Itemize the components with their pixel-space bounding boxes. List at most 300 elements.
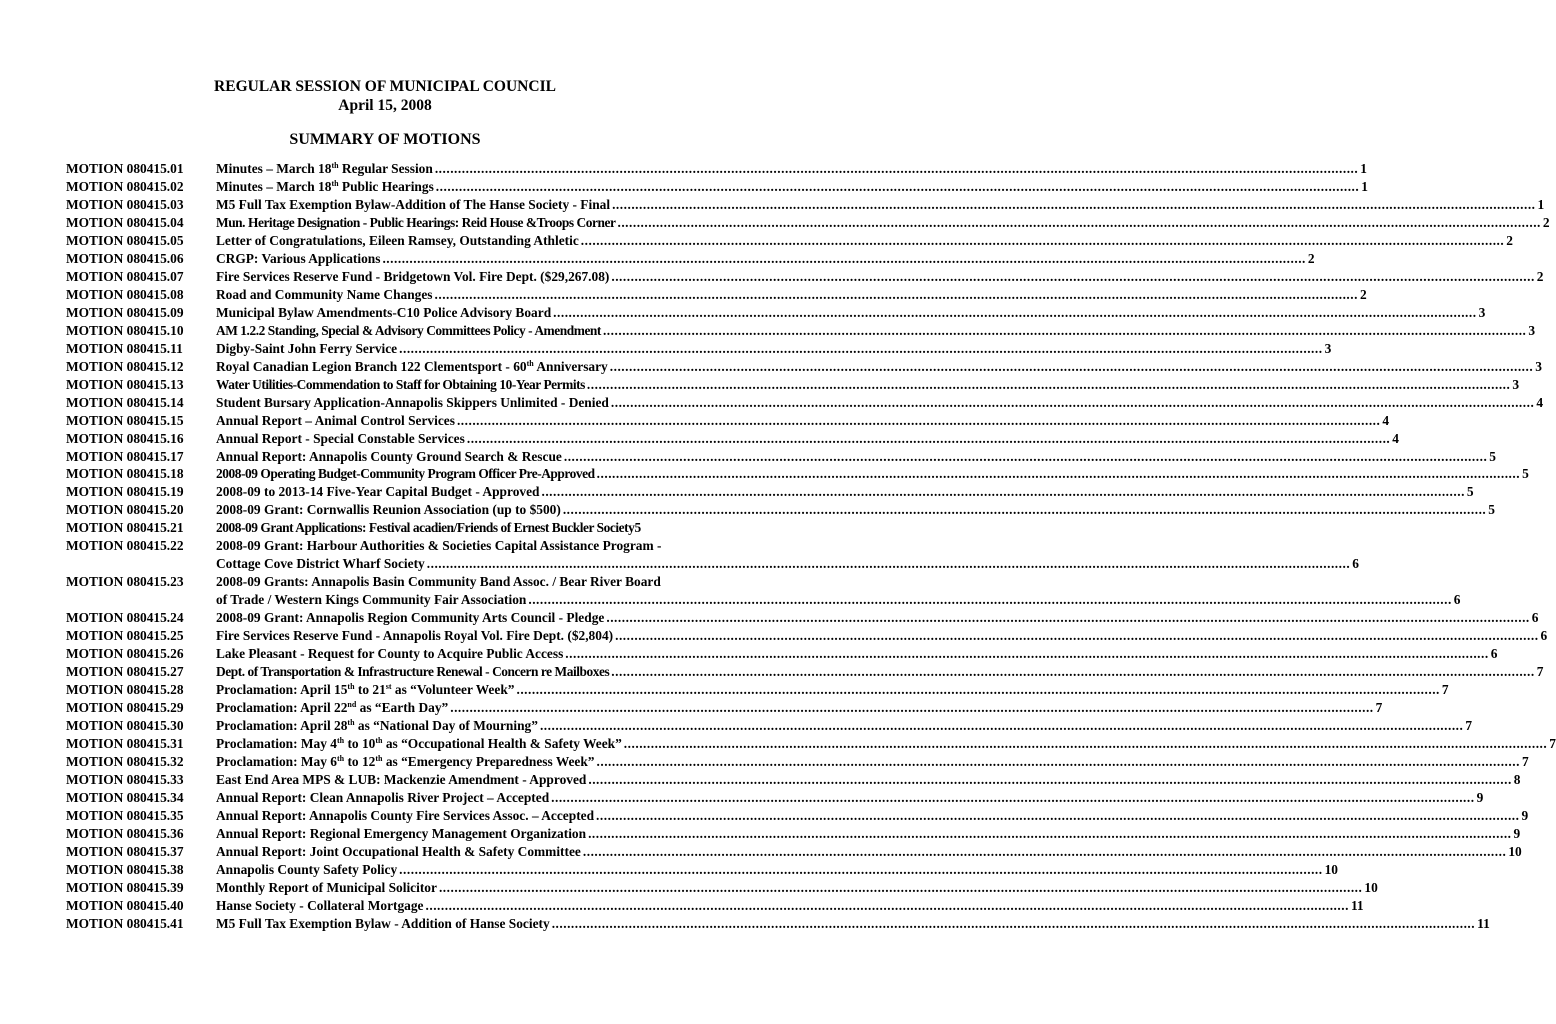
motion-number: MOTION 080415.28 [66, 682, 184, 698]
motion-entry [216, 771, 1521, 789]
motion-title [216, 465, 595, 483]
motion-entry [216, 825, 1521, 843]
motion-entry [216, 322, 1535, 340]
motion-row [66, 573, 1461, 609]
motion-title [216, 232, 579, 250]
motion-title-text: Dept. of Transportation & Infrastructure Renewal - Concern re Mailboxes [216, 664, 610, 680]
motion-number: MOTION 080415.38 [66, 861, 184, 877]
page-number: 7 [1549, 736, 1556, 751]
motion-row [66, 663, 1543, 681]
motion-number: MOTION 080415.04 [66, 214, 184, 230]
motion-row [66, 376, 1519, 394]
motion-title [216, 448, 562, 466]
motion-title [216, 286, 433, 304]
motion-row [66, 915, 1490, 933]
page-number: 8 [1513, 771, 1521, 787]
motion-title-text: Annapolis County Safety Policy [216, 861, 398, 877]
ordinal-suffix: th [331, 161, 339, 170]
page-number: 5 [1488, 502, 1495, 518]
motion-number: MOTION 080415.41 [66, 915, 184, 931]
motion-number: MOTION 080415.06 [66, 250, 184, 266]
motion-title [216, 879, 437, 897]
page-number: 2 [1536, 268, 1544, 284]
motion-title-text: as “Emergency Preparedness Week” [382, 753, 595, 769]
motion-title-text: Digby-Saint John Ferry Service [216, 340, 398, 356]
motion-row [66, 250, 1315, 268]
motion-title-text: Annual Report: Annapolis County Fire Services Assoc. – Accepted [216, 807, 595, 823]
motion-title [216, 735, 622, 753]
motion-title-text: Regular Session [338, 161, 433, 176]
motion-entry [216, 268, 1544, 286]
page-number: 4 [1536, 394, 1544, 410]
motion-title [216, 268, 609, 286]
dot-leader: ................................................................................................................................................................................................................................................ [450, 700, 1374, 716]
motion-title-text: Annual Report: Regional Emergency Management Organization [216, 825, 587, 841]
motion-title [216, 699, 448, 717]
motion-title-text: Letter of Congratulations, Eileen Ramsey, Outstanding Athletic [216, 232, 579, 248]
motion-number: MOTION 080415.23 [66, 574, 184, 590]
motion-number: MOTION 080415.01 [66, 161, 184, 176]
page-number: 9 [1476, 789, 1484, 805]
motion-number: MOTION 080415.26 [66, 646, 184, 662]
motion-row [66, 843, 1522, 861]
motion-row [66, 286, 1367, 304]
motion-title-text: Cottage Cove District Wharf Society [216, 556, 425, 572]
motion-title [216, 519, 634, 537]
page-number: 10 [1364, 879, 1378, 895]
page-number: 7 [1536, 664, 1543, 680]
motion-title [216, 591, 526, 609]
motion-entry [216, 304, 1486, 322]
dot-leader: ................................................................................................................................................................................................................................................ [588, 825, 1512, 841]
motion-title-text: Municipal Bylaw Amendments-C10 Police Advisory Board [216, 304, 552, 320]
dot-leader: ................................................................................................................................................................................................................................................ [563, 448, 1488, 464]
dot-leader: ................................................................................................................................................................................................................................................ [610, 394, 1535, 410]
page-number: 7 [1375, 700, 1383, 716]
motion-title-text: as “National Day of Mourning” [354, 718, 538, 734]
motion-title-text: Royal Canadian Legion Branch 122 Clementsport - 60 [216, 358, 527, 374]
motion-title [216, 807, 594, 825]
page-number: 3 [1528, 322, 1535, 338]
motion-number: MOTION 080415.37 [66, 843, 184, 859]
page-number: 2 [1359, 286, 1367, 302]
motion-title [216, 717, 538, 735]
ordinal-suffix: th [347, 682, 355, 692]
motion-row [66, 897, 1364, 915]
motion-entry [216, 232, 1513, 250]
motion-number: MOTION 080415.08 [66, 286, 184, 302]
dot-leader: ................................................................................................................................................................................................................................................ [565, 646, 1489, 662]
motion-row [66, 861, 1338, 879]
dot-leader: ................................................................................................................................................................................................................................................ [596, 753, 1520, 769]
motion-title-text: Water Utilities-Commendation to Staff for Obtaining 10-Year Permits [216, 376, 585, 392]
motion-entry [216, 897, 1364, 915]
motion-title-text: Proclamation: April 15 [216, 682, 348, 698]
motion-entry [216, 394, 1544, 412]
motion-row [66, 483, 1474, 501]
motion-entry [216, 483, 1474, 501]
dot-leader: ................................................................................................................................................................................................................................................ [551, 915, 1476, 931]
page-number: 5 [1522, 466, 1529, 482]
dot-leader: ................................................................................................................................................................................................................................................ [609, 358, 1534, 374]
motion-entry [216, 663, 1543, 681]
motion-number: MOTION 080415.33 [66, 771, 184, 787]
ordinal-suffix: th [375, 753, 383, 763]
motion-title-text: Proclamation: May 6 [216, 753, 337, 769]
motion-title-text: 2008-09 to 2013-14 Five-Year Capital Budget - Approved [216, 484, 540, 500]
dot-leader: ................................................................................................................................................................................................................................................ [582, 843, 1507, 859]
motion-number: MOTION 080415.36 [66, 825, 184, 841]
motion-row [66, 645, 1498, 663]
motion-title [216, 825, 586, 843]
motion-row [66, 340, 1332, 358]
motion-number: MOTION 080415.34 [66, 789, 184, 805]
page-number: 9 [1521, 807, 1529, 823]
motion-title-text: as “Earth Day” [356, 700, 449, 716]
motion-entry [216, 340, 1332, 358]
motion-title-text: to 10 [344, 736, 376, 751]
motion-entry [216, 412, 1390, 430]
motion-row [66, 501, 1495, 519]
motion-entry [216, 681, 1449, 699]
dot-leader: ................................................................................................................................................................................................................................................ [456, 412, 1381, 428]
motion-title [216, 861, 397, 879]
motion-title-text: Fire Services Reserve Fund - Annapolis Royal Vol. Fire Dept. ($2,804) [216, 628, 614, 644]
dot-leader: ................................................................................................................................................................................................................................................ [466, 430, 1391, 446]
motion-entry [216, 735, 1556, 753]
motion-title [216, 394, 609, 412]
dot-leader: ................................................................................................................................................................................................................................................ [612, 196, 1536, 212]
page-number: 4 [1382, 412, 1390, 428]
page-number: 1 [1537, 196, 1545, 212]
motion-entry [216, 160, 1367, 178]
motion-title-text: Road and Community Name Changes [216, 286, 433, 302]
motion-title-text: Anniversary [533, 358, 608, 374]
motion-row [66, 681, 1449, 699]
motion-title-line1: 2008-09 Grant: Harbour Authorities & Societies Capital Assistance Program - [216, 538, 662, 554]
motion-number: MOTION 080415.13 [66, 376, 184, 392]
dot-leader: ................................................................................................................................................................................................................................................ [434, 161, 1359, 176]
motion-row [66, 825, 1521, 843]
ordinal-suffix: th [337, 753, 345, 763]
motion-number: MOTION 080415.29 [66, 700, 184, 716]
motion-number: MOTION 080415.20 [66, 502, 184, 518]
motion-entry [216, 376, 1519, 394]
motion-row [66, 735, 1556, 753]
motion-number: MOTION 080415.30 [66, 718, 184, 734]
motions-list [66, 160, 1556, 933]
motion-title-text: Annual Report – Animal Control Services [216, 412, 455, 428]
motion-title-text: 2008-09 Operating Budget-Community Program Officer Pre-Approved [216, 466, 595, 482]
page-number: 9 [1513, 825, 1521, 841]
motion-entry [216, 214, 1550, 232]
motion-row [66, 537, 1359, 573]
motion-number: MOTION 080415.21 [66, 520, 184, 536]
motion-title-text: as “Occupational Health & Safety Week” [382, 736, 622, 751]
motion-title [216, 196, 610, 214]
motion-row [66, 268, 1544, 286]
page-number: 6 [1540, 628, 1548, 644]
dot-leader: ................................................................................................................................................................................................................................................ [399, 340, 1323, 356]
motion-entry [216, 358, 1542, 376]
motion-title-text: CRGP: Various Applications [216, 250, 381, 266]
dot-leader: ................................................................................................................................................................................................................................................ [435, 178, 1360, 194]
dot-leader: ................................................................................................................................................................................................................................................ [588, 771, 1512, 787]
dot-leader: ................................................................................................................................................................................................................................................ [611, 664, 1535, 680]
motion-title-text: AM 1.2.2 Standing, Special & Advisory Committees Policy - Amendment [216, 322, 601, 338]
dot-leader: ................................................................................................................................................................................................................................................ [539, 718, 1464, 734]
motion-title [216, 843, 581, 861]
motion-title-text: 2008-09 Grant: Annapolis Region Community Arts Council - Pledge [216, 610, 605, 626]
motion-title [216, 627, 613, 645]
motion-row [66, 160, 1367, 178]
motion-row [66, 699, 1383, 717]
motion-title-text: Mun. Heritage Designation - Public Hearings: Reid House &Troops Corner [216, 214, 616, 230]
motion-number: MOTION 080415.39 [66, 879, 184, 895]
motion-title-line1: 2008-09 Grants: Annapolis Basin Community Band Assoc. / Bear River Board [216, 574, 661, 590]
page-number: 6 [1531, 610, 1539, 626]
dot-leader: ................................................................................................................................................................................................................................................ [551, 789, 1475, 805]
page-number: 7 [1441, 682, 1449, 698]
page-number: 3 [1324, 340, 1332, 356]
ordinal-suffix: th [331, 178, 339, 188]
motion-title-text: 2008-09 Grant Applications: Festival acadien/Friends of Ernest Buckler Society [216, 520, 635, 536]
dot-leader: ................................................................................................................................................................................................................................................ [580, 232, 1505, 248]
page-number: 6 [1453, 592, 1461, 608]
motion-title-text: Lake Pleasant - Request for County to Acquire Public Access [216, 646, 564, 662]
motion-entry [216, 717, 1473, 735]
page-number: 6 [1352, 556, 1359, 572]
motion-entry [216, 573, 1461, 609]
motion-row [66, 304, 1486, 322]
motion-title-text: Student Bursary Application-Annapolis Skippers Unlimited - Denied [216, 394, 609, 410]
motion-title-text: M5 Full Tax Exemption Bylaw - Addition of Hanse Society [216, 915, 550, 931]
motion-entry [216, 178, 1368, 196]
page-number: 2 [1542, 214, 1550, 230]
dot-leader: ................................................................................................................................................................................................................................................ [562, 502, 1487, 518]
motion-entry [216, 448, 1496, 466]
motion-number: MOTION 080415.11 [66, 340, 183, 356]
motion-title-text: 2008-09 Grant: Cornwallis Reunion Association (up to $500) [216, 502, 561, 518]
motion-title-text: Annual Report: Joint Occupational Health & Safety Committee [216, 843, 581, 859]
dot-leader: ................................................................................................................................................................................................................................................ [617, 214, 1541, 230]
motion-row [66, 465, 1529, 483]
dot-leader: ................................................................................................................................................................................................................................................ [586, 376, 1511, 392]
motion-title-text: as “Volunteer Week” [391, 682, 515, 698]
motion-row [66, 448, 1496, 466]
page-number: 1 [1361, 178, 1368, 194]
motion-title [216, 645, 563, 663]
motion-number: MOTION 080415.32 [66, 753, 184, 769]
motion-number: MOTION 080415.22 [66, 538, 184, 554]
motion-entry [216, 519, 702, 537]
motion-row [66, 358, 1542, 376]
motion-title-text: M5 Full Tax Exemption Bylaw-Addition of The Hanse Society - Final [216, 196, 611, 212]
motion-row [66, 717, 1473, 735]
motion-entry [216, 843, 1522, 861]
motion-number: MOTION 080415.16 [66, 430, 184, 446]
ordinal-suffix: th [526, 358, 534, 368]
motion-entry [216, 861, 1338, 879]
motion-title-text: to 21 [354, 682, 386, 698]
motion-row [66, 430, 1399, 448]
motion-title [216, 304, 551, 322]
motion-title [216, 430, 465, 448]
ordinal-suffix: nd [347, 700, 357, 710]
dot-leader: ................................................................................................................................................................................................................................................ [602, 322, 1527, 338]
motion-row [66, 771, 1521, 789]
dot-leader: ................................................................................................................................................................................................................................................ [399, 861, 1323, 877]
motion-title [216, 609, 604, 627]
motion-entry [216, 789, 1484, 807]
motion-row [66, 609, 1539, 627]
ordinal-suffix: th [375, 736, 383, 745]
motion-title-text: of Trade / Western Kings Community Fair Association [216, 592, 527, 608]
session-date: April 15, 2008 [338, 97, 432, 114]
motion-title [216, 340, 397, 358]
motion-title [216, 250, 380, 268]
motion-title-text: Public Hearings [338, 178, 434, 194]
dot-leader: ................................................................................................................................................................................................................................................ [438, 879, 1363, 895]
motion-entry [216, 915, 1490, 933]
motion-entry [216, 627, 1548, 645]
motion-number: MOTION 080415.15 [66, 412, 184, 428]
motion-row [66, 214, 1550, 232]
dot-leader: ................................................................................................................................................................................................................................................ [426, 556, 1351, 572]
motion-title [216, 681, 514, 699]
motion-title [216, 178, 434, 196]
motion-number: MOTION 080415.12 [66, 358, 184, 374]
motion-number: MOTION 080415.18 [66, 466, 184, 482]
motion-row [66, 178, 1368, 196]
motion-row [66, 753, 1529, 771]
page-number: 11 [1477, 915, 1490, 931]
page-number: 2 [1307, 250, 1315, 266]
motion-title-text: Hanse Society - Collateral Mortgage [216, 897, 424, 913]
page-number: 3 [1512, 376, 1519, 392]
motion-entry [216, 465, 1529, 483]
motion-title-text: East End Area MPS & LUB: Mackenzie Amendment - Approved [216, 771, 587, 787]
dot-leader: ................................................................................................................................................................................................................................................ [541, 484, 1465, 500]
motion-title-text: Minutes – March 18 [216, 178, 332, 194]
motion-row [66, 789, 1484, 807]
page-number: 7 [1465, 718, 1473, 734]
motion-number: MOTION 080415.24 [66, 610, 184, 626]
motion-entry [216, 501, 1495, 519]
page-number: 7 [1521, 753, 1529, 769]
motion-title [216, 322, 601, 340]
motion-title [216, 376, 585, 394]
motion-number: MOTION 080415.10 [66, 322, 184, 338]
dot-leader: ................................................................................................................................................................................................................................................ [553, 304, 1477, 320]
motion-title [216, 412, 455, 430]
motion-row [66, 627, 1548, 645]
page-number: 5 [1466, 484, 1474, 500]
motion-title [216, 915, 550, 933]
motion-row [66, 879, 1378, 897]
dot-leader: ................................................................................................................................................................................................................................................ [528, 592, 1452, 608]
motion-number: MOTION 080415.27 [66, 664, 184, 680]
dot-leader: ................................................................................................................................................................................................................................................ [596, 466, 1521, 482]
motion-title [216, 555, 425, 573]
dot-leader: ................................................................................................................................................................................................................................................ [425, 897, 1349, 913]
motion-title-line2 [216, 591, 1461, 609]
motion-title [216, 358, 608, 376]
motion-number: MOTION 080415.14 [66, 394, 184, 410]
motion-entry [216, 196, 1545, 214]
motion-entry [216, 645, 1498, 663]
motion-number: MOTION 080415.40 [66, 897, 184, 913]
ordinal-suffix: st [385, 682, 392, 692]
motion-title-text: Annual Report: Annapolis County Ground Search & Rescue [216, 448, 562, 464]
motion-entry [216, 537, 1359, 573]
page-number: 2 [1506, 232, 1513, 248]
motion-row [66, 394, 1544, 412]
motion-number: MOTION 080415.25 [66, 628, 184, 644]
motion-title [216, 501, 561, 519]
motion-number: MOTION 080415.17 [66, 448, 184, 464]
page-number: 4 [1392, 430, 1399, 446]
dot-leader: ................................................................................................................................................................................................................................................ [382, 250, 1306, 266]
motion-title [216, 663, 609, 681]
motion-title-text: Fire Services Reserve Fund - Bridgetown Vol. Fire Dept. ($29,267.08) [216, 268, 610, 284]
page-number: 5 [634, 520, 641, 536]
motion-number: MOTION 080415.02 [66, 178, 184, 194]
dot-leader: ................................................................................................................................................................................................................................................ [606, 610, 1530, 626]
page-number: 10 [1508, 843, 1522, 859]
motion-title-text: Monthly Report of Municipal Solicitor [216, 879, 437, 895]
motion-title [216, 789, 549, 807]
motion-number: MOTION 080415.03 [66, 196, 184, 212]
motion-title-text: Proclamation: May 4 [216, 736, 337, 751]
motion-number: MOTION 080415.35 [66, 807, 184, 823]
motion-number: MOTION 080415.07 [66, 268, 184, 284]
motion-number: MOTION 080415.19 [66, 484, 184, 500]
motion-entry [216, 879, 1378, 897]
dot-leader: ................................................................................................................................................................................................................................................ [434, 286, 1358, 302]
page-number: 10 [1324, 861, 1338, 877]
dot-leader: ................................................................................................................................................................................................................................................ [623, 736, 1548, 751]
motion-title-line2 [216, 555, 1359, 573]
motion-row [66, 519, 702, 537]
motion-title-text: Annual Report: Clean Annapolis River Project – Accepted [216, 789, 550, 805]
motion-title [216, 753, 595, 771]
dot-leader: ................................................................................................................................................................................................................................................ [516, 682, 1440, 698]
motion-row [66, 232, 1513, 250]
motion-title-text: Annual Report - Special Constable Services [216, 430, 465, 446]
motion-title [216, 897, 424, 915]
motion-entry [216, 250, 1315, 268]
ordinal-suffix: th [347, 718, 355, 728]
motion-title [216, 771, 586, 789]
dot-leader: ................................................................................................................................................................................................................................................ [615, 628, 1539, 644]
motion-title [216, 483, 539, 501]
motion-entry [216, 699, 1383, 717]
motion-row [66, 412, 1390, 430]
motion-entry [216, 430, 1399, 448]
page-number: 11 [1350, 897, 1364, 913]
page-number: 6 [1490, 646, 1498, 662]
motion-row [66, 807, 1529, 825]
motion-entry [216, 609, 1539, 627]
page-number: 3 [1478, 304, 1486, 320]
dot-leader: ................................................................................................................................................................................................................................................ [596, 807, 1520, 823]
motion-title-text: Proclamation: April 22 [216, 700, 348, 716]
motion-title [216, 214, 615, 232]
motion-row [66, 196, 1545, 214]
page-number: 1 [1360, 161, 1367, 176]
motion-entry [216, 286, 1367, 304]
